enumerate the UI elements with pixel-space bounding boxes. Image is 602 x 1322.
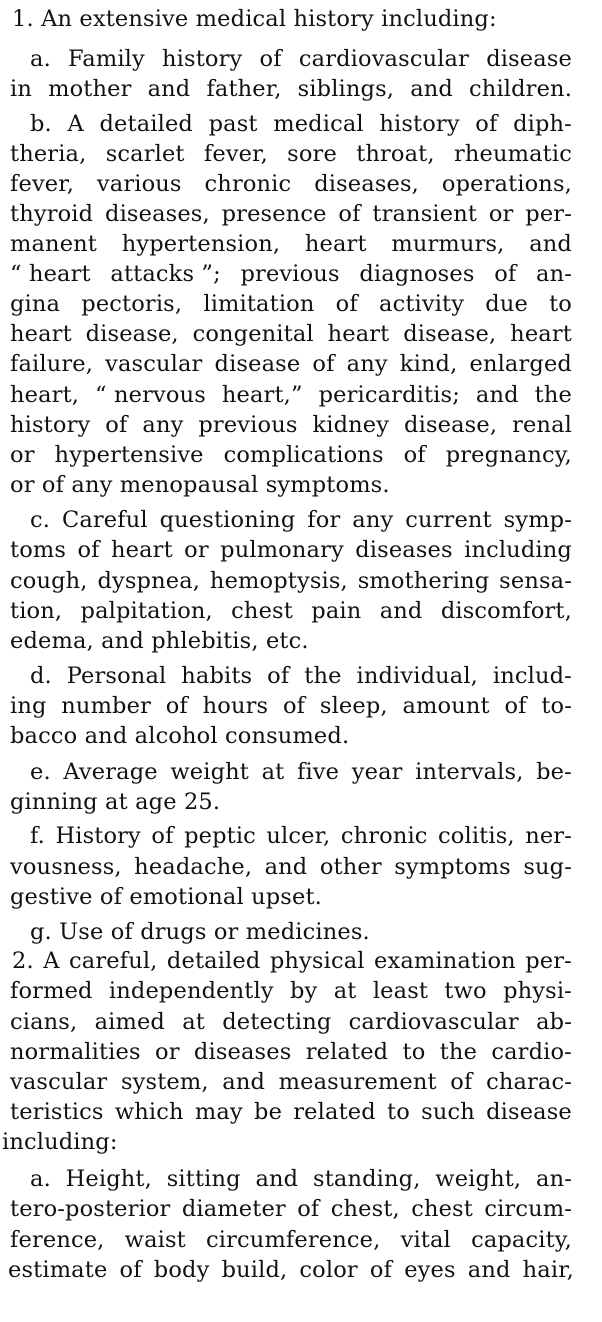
line-word: questioning bbox=[159, 507, 296, 533]
line-word: or bbox=[184, 537, 209, 563]
line-word: operations, bbox=[441, 171, 572, 197]
line-word: d. bbox=[30, 663, 52, 689]
line-word: mother bbox=[48, 76, 132, 102]
line-word: toms bbox=[10, 537, 67, 563]
line-30: g. Use of drugs or medicines. bbox=[30, 919, 370, 945]
line-word: diseases, bbox=[105, 201, 210, 227]
line-word: sug- bbox=[523, 854, 572, 880]
line-word: estimate bbox=[8, 1257, 108, 1283]
line-word: or bbox=[10, 442, 35, 468]
line-27 bbox=[30, 821, 572, 852]
line-word: murmurs, bbox=[391, 231, 505, 257]
line-word: kind, bbox=[399, 351, 458, 377]
line-word: 2. bbox=[12, 948, 34, 974]
line-word: waist bbox=[124, 1227, 186, 1253]
line-word: b. bbox=[30, 111, 52, 137]
line-word: physi- bbox=[503, 978, 572, 1004]
line-01: 1. An extensive medical history including: bbox=[12, 6, 497, 32]
line-word: history bbox=[379, 111, 460, 137]
line-word: father, bbox=[206, 76, 282, 102]
line-word: ulcer, bbox=[266, 823, 331, 849]
line-word: A bbox=[67, 111, 84, 137]
line-word: heart,” bbox=[221, 382, 303, 408]
line-word: any bbox=[142, 412, 184, 438]
line-word: “ heart bbox=[10, 261, 91, 287]
line-word: formed bbox=[10, 978, 93, 1004]
line-19 bbox=[10, 566, 572, 597]
line-12 bbox=[10, 349, 572, 380]
line-word: history bbox=[162, 46, 243, 72]
line-word: to bbox=[387, 1099, 410, 1125]
line-word: due bbox=[485, 291, 528, 317]
line-word: pulmonary bbox=[220, 537, 344, 563]
line-word: examination bbox=[374, 948, 516, 974]
line-word: normalities bbox=[10, 1039, 141, 1065]
line-word: diseases bbox=[193, 1039, 292, 1065]
line-word: any bbox=[352, 507, 394, 533]
line-word: sitting bbox=[166, 1166, 241, 1192]
line-word: A bbox=[43, 948, 60, 974]
line-word: circum- bbox=[484, 1196, 572, 1222]
line-word: to bbox=[402, 1039, 426, 1065]
line-word: thyroid bbox=[10, 201, 94, 227]
line-38 bbox=[30, 1164, 572, 1195]
line-word: diseases bbox=[355, 537, 453, 563]
line-word: throat, bbox=[356, 141, 435, 167]
line-word: cardiovascular bbox=[298, 46, 470, 72]
line-word: f. bbox=[30, 823, 45, 849]
line-word: detecting bbox=[222, 1009, 332, 1035]
line-word: Average bbox=[63, 759, 158, 785]
line-word: such bbox=[421, 1099, 475, 1125]
line-word: hair, bbox=[522, 1257, 574, 1283]
line-word: tion, bbox=[10, 598, 63, 624]
line-word: cough, bbox=[10, 568, 88, 594]
line-word: disease, bbox=[85, 321, 179, 347]
line-word: Family bbox=[68, 46, 145, 72]
line-word: disease, bbox=[403, 321, 497, 347]
line-word: chronic bbox=[204, 171, 292, 197]
line-word: previous bbox=[198, 412, 298, 438]
line-word: of bbox=[165, 693, 188, 719]
line-word: may bbox=[194, 1099, 243, 1125]
line-word: a. bbox=[30, 46, 51, 72]
line-word: and bbox=[467, 1257, 511, 1283]
line-word: of bbox=[338, 201, 361, 227]
line-word: and bbox=[410, 76, 453, 102]
line-14 bbox=[10, 410, 572, 441]
line-word: of bbox=[312, 351, 335, 377]
line-word: presence bbox=[221, 201, 327, 227]
line-word: or bbox=[155, 1039, 180, 1065]
line-word: of bbox=[119, 1257, 142, 1283]
line-05 bbox=[10, 139, 572, 170]
line-word: of bbox=[105, 412, 128, 438]
line-40 bbox=[10, 1225, 572, 1256]
line-word: peptic bbox=[184, 823, 256, 849]
line-word: vital bbox=[400, 1227, 451, 1253]
line-word: chronic bbox=[340, 823, 428, 849]
line-word: weight, bbox=[435, 1166, 522, 1192]
line-word: congenital bbox=[192, 321, 314, 347]
line-word: at bbox=[182, 1009, 205, 1035]
line-word: scarlet bbox=[105, 141, 185, 167]
line-13 bbox=[10, 380, 572, 411]
line-word: and bbox=[475, 382, 519, 408]
line-41 bbox=[8, 1255, 574, 1286]
line-word: disease, bbox=[404, 412, 498, 438]
line-word: a. bbox=[30, 1166, 51, 1192]
line-word: cians, bbox=[10, 1009, 78, 1035]
line-word: to bbox=[549, 291, 572, 317]
line-word: in bbox=[10, 76, 32, 102]
line-word: be bbox=[254, 1099, 283, 1125]
line-word: an- bbox=[536, 261, 572, 287]
line-02 bbox=[30, 44, 572, 75]
line-word: diseases, bbox=[314, 171, 419, 197]
line-word: cardiovascular bbox=[348, 1009, 519, 1035]
line-21: edema, and phlebitis, etc. bbox=[10, 628, 309, 654]
line-word: heart bbox=[327, 321, 390, 347]
line-31 bbox=[12, 946, 572, 977]
line-word: of bbox=[369, 1257, 393, 1283]
line-word: enlarged bbox=[469, 351, 572, 377]
line-word: habits bbox=[181, 663, 253, 689]
line-word: system, bbox=[120, 1069, 209, 1095]
line-word: pain bbox=[311, 598, 362, 624]
line-28 bbox=[10, 852, 572, 883]
line-word: discomfort, bbox=[440, 598, 572, 624]
line-16: or of any menopausal symptoms. bbox=[10, 472, 390, 498]
line-word: includ- bbox=[492, 663, 572, 689]
line-39 bbox=[10, 1194, 572, 1225]
line-word: independently bbox=[108, 978, 274, 1004]
line-word: “ nervous bbox=[95, 382, 206, 408]
line-word: palpitation, bbox=[80, 598, 213, 624]
line-word: Careful bbox=[61, 507, 148, 533]
line-15 bbox=[10, 440, 572, 471]
line-word: build, bbox=[221, 1257, 288, 1283]
line-07 bbox=[10, 199, 572, 230]
line-32 bbox=[10, 976, 572, 1007]
line-word: for bbox=[307, 507, 341, 533]
line-23 bbox=[10, 691, 572, 722]
line-word: previous bbox=[240, 261, 340, 287]
line-word: gina bbox=[10, 291, 61, 317]
line-word: which bbox=[114, 1099, 184, 1125]
line-word: diph- bbox=[513, 111, 572, 137]
line-word: chest bbox=[411, 1196, 473, 1222]
line-word: current bbox=[405, 507, 492, 533]
line-word: of bbox=[77, 537, 100, 563]
line-word: at bbox=[261, 759, 285, 785]
line-word: history bbox=[10, 412, 91, 438]
line-word: smothering bbox=[357, 568, 490, 594]
line-word: diameter bbox=[181, 1196, 286, 1222]
line-35 bbox=[10, 1067, 572, 1098]
line-word: heart bbox=[111, 537, 173, 563]
line-word: to- bbox=[541, 693, 572, 719]
line-word: of bbox=[282, 693, 306, 719]
line-word: weight bbox=[170, 759, 249, 785]
line-word: vascular bbox=[105, 351, 203, 377]
line-word: transient bbox=[372, 201, 478, 227]
line-word: ner- bbox=[525, 823, 572, 849]
line-22 bbox=[30, 661, 572, 692]
line-word: chest, bbox=[330, 1196, 400, 1222]
line-word: the bbox=[534, 382, 572, 408]
line-word: capacity, bbox=[471, 1227, 572, 1253]
line-11 bbox=[10, 319, 572, 350]
line-word: pectoris, bbox=[81, 291, 183, 317]
line-word: hours bbox=[202, 693, 269, 719]
line-word: be- bbox=[536, 759, 572, 785]
line-word: theria, bbox=[10, 141, 87, 167]
line-word: complications bbox=[223, 442, 384, 468]
line-word: the bbox=[439, 1039, 478, 1065]
line-word: vascular bbox=[10, 1069, 108, 1095]
line-word: of bbox=[475, 111, 498, 137]
line-25 bbox=[30, 757, 572, 788]
line-word: two bbox=[444, 978, 487, 1004]
line-word: children. bbox=[469, 76, 572, 102]
line-word: disease bbox=[486, 46, 572, 72]
line-word: manent bbox=[10, 231, 97, 257]
line-word: of bbox=[151, 823, 174, 849]
line-word: of bbox=[259, 46, 282, 72]
line-word: sensa- bbox=[499, 568, 572, 594]
line-03 bbox=[10, 74, 572, 105]
line-word: heart, bbox=[10, 382, 80, 408]
line-word: activity bbox=[379, 291, 465, 317]
line-word: five bbox=[296, 759, 340, 785]
line-word: hemoptysis, bbox=[209, 568, 348, 594]
line-word: pericarditis; bbox=[318, 382, 460, 408]
line-word: detailed bbox=[166, 948, 261, 974]
line-24: bacco and alcohol consumed. bbox=[10, 723, 350, 749]
line-word: and bbox=[255, 1166, 299, 1192]
line-word: symptoms bbox=[394, 854, 511, 880]
line-word: Height, bbox=[65, 1166, 152, 1192]
line-word: c. bbox=[30, 507, 51, 533]
line-word: eyes bbox=[404, 1257, 456, 1283]
line-34 bbox=[10, 1037, 572, 1068]
line-word: the bbox=[304, 663, 342, 689]
line-word: heart bbox=[304, 231, 367, 257]
line-word: siblings, bbox=[297, 76, 395, 102]
line-word: teristics bbox=[10, 1099, 104, 1125]
line-word: individual, bbox=[356, 663, 478, 689]
line-word: disease bbox=[486, 1099, 572, 1125]
line-word: ing bbox=[10, 693, 47, 719]
line-word: per- bbox=[525, 201, 572, 227]
line-word: number bbox=[61, 693, 151, 719]
line-word: and bbox=[379, 598, 423, 624]
line-word: e. bbox=[30, 759, 51, 785]
line-word: per- bbox=[525, 948, 572, 974]
line-word: charac- bbox=[486, 1069, 572, 1095]
line-word: at bbox=[333, 978, 357, 1004]
line-word: and bbox=[222, 1069, 266, 1095]
line-word: kidney bbox=[312, 412, 390, 438]
line-word: dyspnea, bbox=[97, 568, 201, 594]
line-08 bbox=[10, 229, 572, 260]
line-36 bbox=[10, 1097, 572, 1128]
line-word: sleep, bbox=[319, 693, 388, 719]
line-word: of bbox=[267, 663, 290, 689]
line-word: various bbox=[96, 171, 182, 197]
line-word: and bbox=[147, 76, 191, 102]
line-word: hypertensive bbox=[54, 442, 204, 468]
line-word: and bbox=[529, 231, 572, 257]
line-17 bbox=[30, 505, 572, 536]
line-10 bbox=[10, 289, 572, 320]
line-04 bbox=[30, 109, 572, 140]
line-word: diagnoses bbox=[359, 261, 475, 287]
line-word: Personal bbox=[66, 663, 167, 689]
line-word: past bbox=[208, 111, 258, 137]
line-word: failure, bbox=[10, 351, 94, 377]
line-word: rheumatic bbox=[453, 141, 572, 167]
line-word: physical bbox=[269, 948, 365, 974]
line-word: pregnancy, bbox=[445, 442, 572, 468]
line-word: circumference, bbox=[206, 1227, 381, 1253]
line-word: standing, bbox=[313, 1166, 421, 1192]
line-26: ginning at age 25. bbox=[10, 789, 221, 815]
line-word: attacks ”; bbox=[110, 261, 221, 287]
line-word: body bbox=[153, 1257, 210, 1283]
line-word: related bbox=[293, 1099, 376, 1125]
line-word: limitation bbox=[203, 291, 315, 317]
line-word: chest bbox=[231, 598, 293, 624]
line-word: symp- bbox=[503, 507, 572, 533]
line-20 bbox=[10, 596, 572, 627]
line-word: any bbox=[346, 351, 388, 377]
line-word: sore bbox=[287, 141, 337, 167]
line-word: careful, bbox=[69, 948, 158, 974]
line-word: History bbox=[55, 823, 141, 849]
line-word: of bbox=[504, 693, 527, 719]
line-word: of bbox=[335, 291, 358, 317]
line-word: color bbox=[299, 1257, 358, 1283]
line-word: ference, bbox=[10, 1227, 105, 1253]
line-word: amount bbox=[402, 693, 490, 719]
line-word: aimed bbox=[94, 1009, 165, 1035]
line-word: or bbox=[488, 201, 514, 227]
line-word: disease bbox=[214, 351, 301, 377]
line-word: vousness, bbox=[10, 854, 122, 880]
line-word: medical bbox=[273, 111, 364, 137]
line-word: and bbox=[264, 854, 308, 880]
line-word: intervals, bbox=[415, 759, 524, 785]
line-word: renal bbox=[512, 412, 572, 438]
line-word: by bbox=[289, 978, 318, 1004]
line-word: heart bbox=[10, 321, 72, 347]
line-word: fever, bbox=[203, 141, 268, 167]
line-37: including: bbox=[2, 1129, 118, 1155]
line-word: measurement bbox=[278, 1069, 437, 1095]
line-word: of bbox=[450, 1069, 473, 1095]
line-word: year bbox=[351, 759, 403, 785]
line-word: cardio- bbox=[491, 1039, 572, 1065]
line-word: an- bbox=[536, 1166, 572, 1192]
line-word: tero-posterior bbox=[10, 1196, 171, 1222]
line-word: fever, bbox=[10, 171, 75, 197]
line-word: of bbox=[494, 261, 517, 287]
line-word: detailed bbox=[99, 111, 193, 137]
line-word: other bbox=[319, 854, 382, 880]
line-word: heart bbox=[510, 321, 572, 347]
line-word: of bbox=[297, 1196, 320, 1222]
line-33 bbox=[10, 1007, 572, 1038]
line-word: least bbox=[372, 978, 429, 1004]
line-06 bbox=[10, 169, 572, 200]
line-word: related bbox=[305, 1039, 389, 1065]
line-09 bbox=[10, 259, 572, 290]
line-word: hypertension, bbox=[121, 231, 281, 257]
line-word: headache, bbox=[134, 854, 253, 880]
line-word: including bbox=[464, 537, 572, 563]
line-word: ab- bbox=[536, 1009, 572, 1035]
line-word: colitis, bbox=[438, 823, 515, 849]
line-word: of bbox=[403, 442, 426, 468]
line-18 bbox=[10, 535, 572, 566]
line-29: gestive of emotional upset. bbox=[10, 884, 322, 910]
